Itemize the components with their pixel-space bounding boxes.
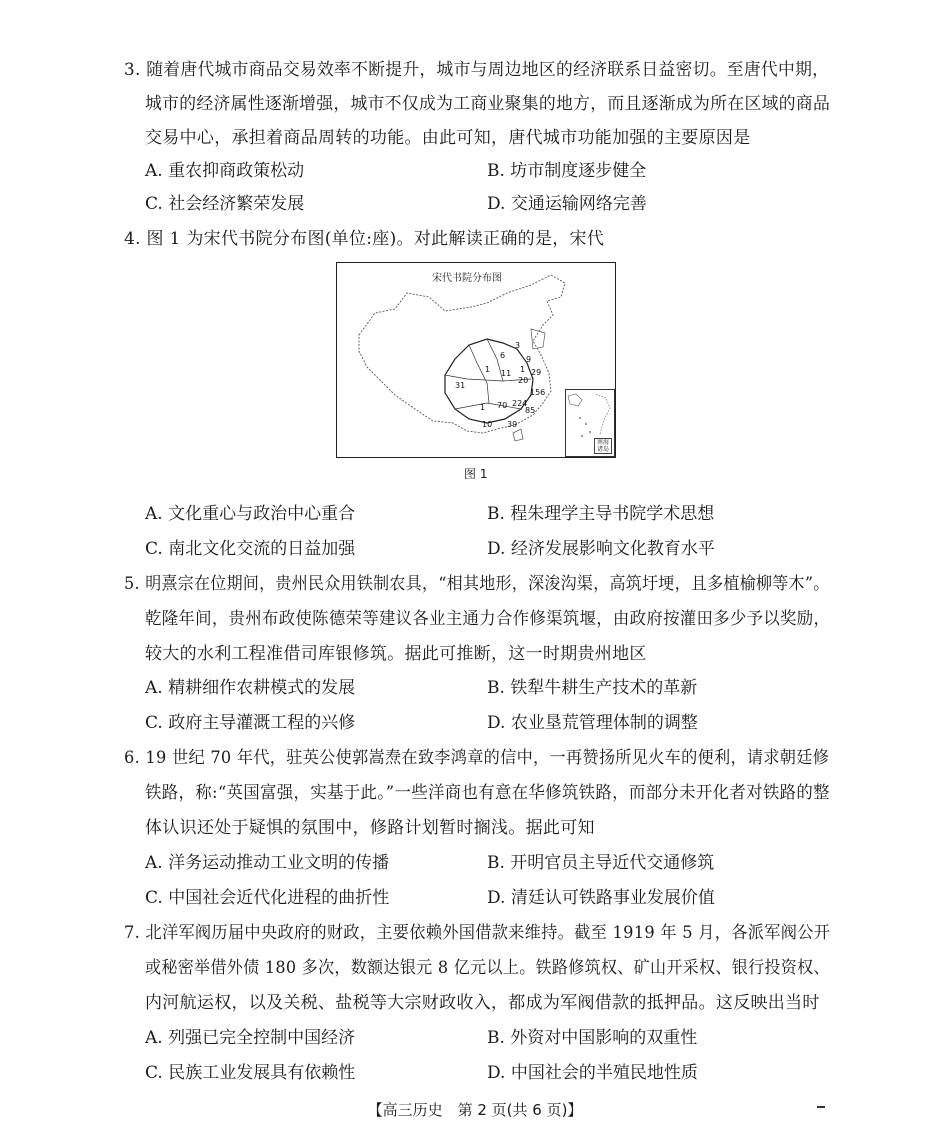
- map-number: 11: [501, 369, 512, 378]
- question-7-option-a[interactable]: A. 列强已完全控制中国经济: [145, 1028, 356, 1048]
- map-number: 1: [520, 365, 526, 374]
- question-3-line-3: 交易中心，承担着商品周转的功能。由此可知，唐代城市功能加强的主要原因是: [145, 128, 751, 148]
- question-3-line-2: 城市的经济属性逐渐增强，城市不仅成为工商业聚集的地方，而且逐渐成为所在区域的商品: [145, 94, 831, 114]
- question-5-option-c[interactable]: C. 政府主导灌溉工程的兴修: [145, 713, 356, 733]
- question-5-option-d[interactable]: D. 农业垦荒管理体制的调整: [487, 713, 698, 733]
- question-4-option-a[interactable]: A. 文化重心与政治中心重合: [145, 504, 356, 524]
- question-3-line-1: 3. 随着唐代城市商品交易效率不断提升，城市与周边地区的经济联系日益密切。至唐代中期，: [124, 60, 830, 80]
- south-china-sea-inset: [565, 389, 615, 457]
- question-5-line-2: 乾隆年间，贵州布政使陈德荣等建议各业主通力合作修渠筑堰，由政府按灌田多少予以奖励，: [145, 609, 831, 629]
- map-number: 10: [482, 420, 493, 429]
- question-5-option-b[interactable]: B. 铁犁牛耕生产技术的革新: [487, 678, 698, 698]
- map-number: 1: [485, 365, 491, 374]
- map-number: 224: [512, 399, 528, 408]
- question-6-line-3: 体认识还处于疑惧的氛围中，修路计划暂时搁浅。据此可知: [145, 818, 595, 838]
- corner-mark: [817, 1106, 825, 1108]
- question-4-line-1: 4. 图 1 为宋代书院分布图(单位:座)。对此解读正确的是，宋代: [124, 229, 605, 249]
- map-number: 156: [530, 388, 546, 397]
- map-number: 31: [455, 381, 466, 390]
- question-6-line-2: 铁路，称:“英国富强，实基于此。”一些洋商也有意在华修筑铁路，而部分未开化者对铁路的整: [145, 783, 830, 803]
- question-5-line-3: 较大的水利工程准借司库银修筑。据此可推断，这一时期贵州地区: [145, 644, 647, 664]
- hainan-outline: [513, 429, 523, 441]
- question-5-option-a[interactable]: A. 精耕细作农耕模式的发展: [145, 678, 356, 698]
- map-number: 85: [525, 406, 536, 415]
- map-title: 宋代书院分布图: [432, 273, 502, 284]
- map-number: 39: [507, 420, 518, 429]
- question-3-option-d[interactable]: D. 交通运输网络完善: [487, 194, 647, 214]
- song-academy-map: [336, 262, 616, 458]
- question-7-option-d[interactable]: D. 中国社会的半殖民地性质: [487, 1063, 698, 1083]
- question-7-option-b[interactable]: B. 外资对中国影响的双重性: [487, 1028, 698, 1048]
- question-7-line-2: 或秘密举借外债 180 多次，数额达银元 8 亿元以上。铁路修筑权、矿山开采权、银行投资权、: [145, 958, 830, 978]
- map-number: 3: [515, 341, 521, 350]
- map-number: 6: [500, 351, 506, 360]
- map-number: 70: [497, 401, 508, 410]
- question-5-line-1: 5. 明熹宗在位期间，贵州民众用铁制农具，“相其地形，深浚沟渠，高筑圩埂，且多植榆柳等木”。: [124, 574, 830, 594]
- question-6-option-d[interactable]: D. 清廷认可铁路事业发展价值: [487, 888, 715, 908]
- map-number: 29: [531, 368, 542, 377]
- question-4-option-c[interactable]: C. 南北文化交流的日益加强: [145, 539, 356, 559]
- peninsula-outline: [531, 329, 545, 349]
- question-3-option-a[interactable]: A. 重农抑商政策松动: [145, 161, 305, 181]
- question-7-option-c[interactable]: C. 民族工业发展具有依赖性: [145, 1063, 356, 1083]
- question-3-option-b[interactable]: B. 坊市制度逐步健全: [487, 161, 647, 181]
- map-number: 9: [526, 355, 532, 364]
- question-6-option-b[interactable]: B. 开明官员主导近代交通修筑: [487, 853, 715, 873]
- inset-label: 南海诸岛: [594, 438, 612, 454]
- question-4-option-d[interactable]: D. 经济发展影响文化教育水平: [487, 539, 715, 559]
- question-4-option-b[interactable]: B. 程朱理学主导书院学术思想: [487, 504, 715, 524]
- map-number: 1: [480, 403, 486, 412]
- question-6-line-1: 6. 19 世纪 70 年代，驻英公使郭嵩焘在致李鸿章的信中，一再赞扬所见火车的便利，请求朝廷修: [124, 748, 830, 768]
- question-6-option-a[interactable]: A. 洋务运动推动工业文明的传播: [145, 853, 390, 873]
- question-6-option-c[interactable]: C. 中国社会近代化进程的曲折性: [145, 888, 390, 908]
- question-7-line-1: 7. 北洋军阀历届中央政府的财政，主要依赖外国借款来维持。截至 1919 年 5 月，各派军阀公开: [124, 923, 831, 943]
- map-number: 20: [518, 376, 529, 385]
- page-footer: 【高三历史 第 2 页(共 6 页)】: [367, 1101, 583, 1119]
- question-7-line-3: 内河航运权，以及关税、盐税等大宗财政收入，都成为军阀借款的抵押品。这反映出当时: [145, 993, 820, 1013]
- question-3-option-c[interactable]: C. 社会经济繁荣发展: [145, 194, 305, 214]
- figure-caption: 图 1: [464, 467, 488, 481]
